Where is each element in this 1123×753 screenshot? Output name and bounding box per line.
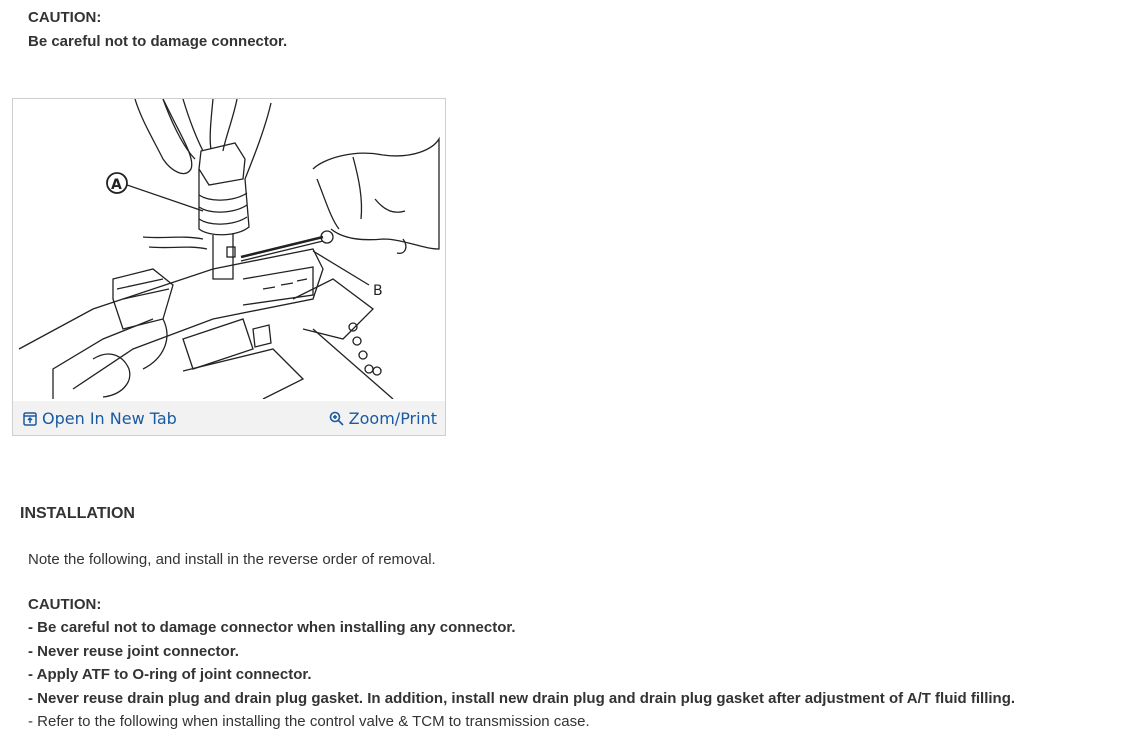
open-in-new-tab-label: Open In New Tab [42,409,177,428]
zoom-icon [329,411,344,426]
caution-item: - Never reuse joint connector. [28,643,239,660]
caution-item: - Apply ATF to O-ring of joint connector. [28,666,312,683]
zoom-print-label: Zoom/Print [348,409,437,428]
svg-text:B: B [373,283,383,299]
figure-toolbar [13,401,445,435]
connector-removal-figure [12,98,446,436]
connector-illustration [13,99,445,399]
zoom-print-link[interactable] [329,409,437,428]
open-new-tab-icon [23,412,37,426]
caution-text: Be careful not to damage connector. [28,33,288,50]
installation-caution-title: CAUTION: [28,596,102,613]
caution-title: CAUTION: [28,9,102,26]
caution-item: - Be careful not to damage connector when installing any connector. [28,619,516,636]
installation-note: Note the following, and install in the reverse order of removal. [28,551,436,568]
svg-text:A: A [111,177,122,193]
open-in-new-tab-link[interactable] [23,409,177,428]
caution-item: - Refer to the following when installing the control valve & TCM to transmission case. [28,713,590,730]
caution-item: - Never reuse drain plug and drain plug gasket. In addition, install new drain plug and drain plug gasket after adjustment of A/T fluid filling. [28,690,1016,707]
installation-heading: INSTALLATION [20,505,135,522]
